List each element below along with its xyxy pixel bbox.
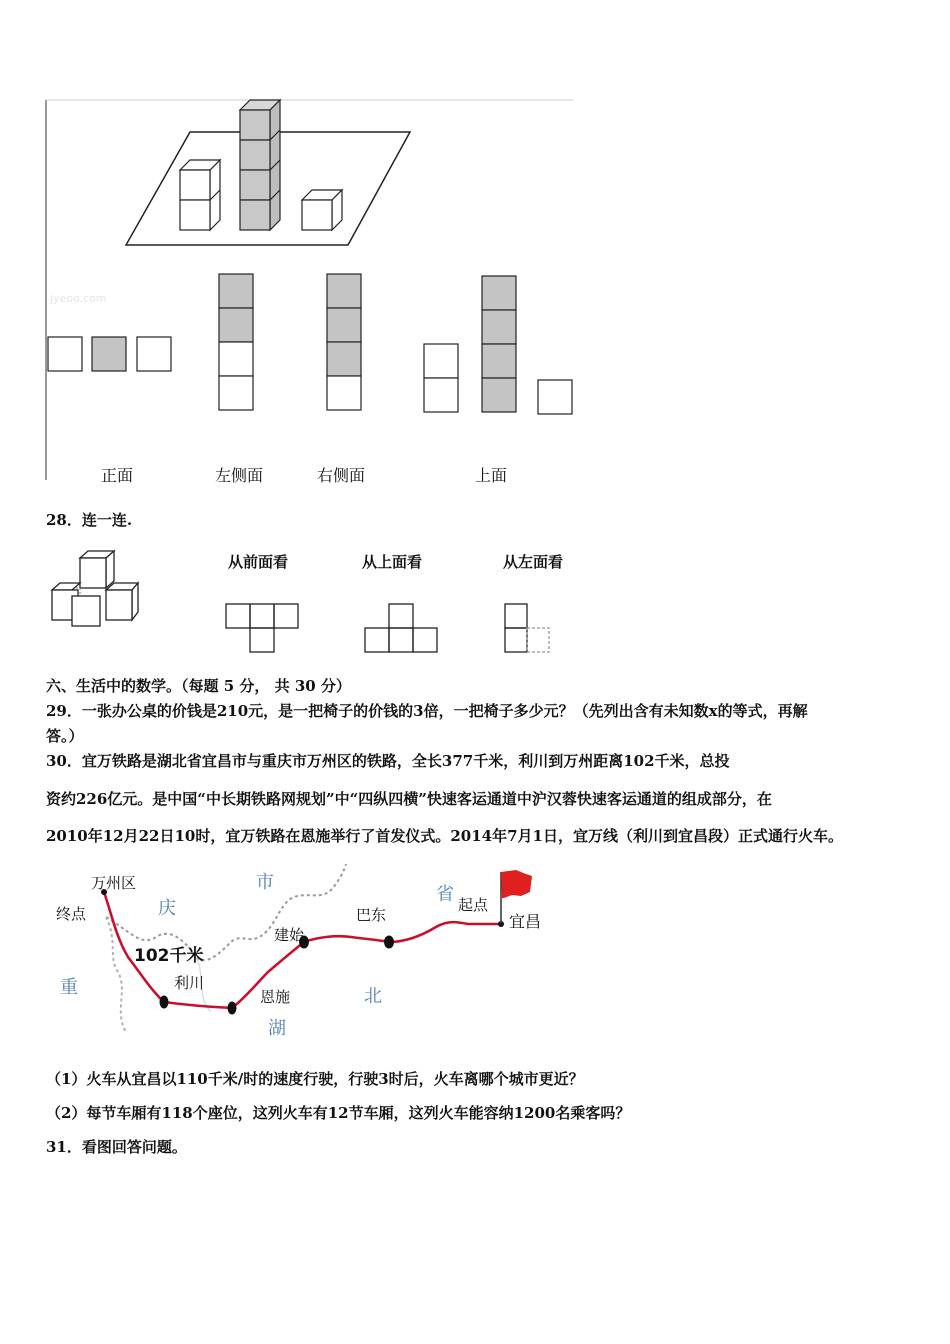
section6-title: 六、生活中的数学。（每题 5 分， 共 30 分）	[46, 677, 351, 695]
map-label-qing: 庆	[158, 898, 176, 919]
q28-label-front: 从前面看	[228, 553, 289, 571]
map-label-end: 终点	[56, 905, 87, 923]
map-label-start: 起点	[458, 896, 489, 914]
station-lichuan	[160, 996, 169, 1009]
map-label-jianshi: 建始	[274, 926, 305, 944]
q31-title: 31．看图回答问题。	[46, 1138, 187, 1156]
q28-title: 28．连一连.	[46, 511, 133, 529]
q30-line1: 30．宜万铁路是湖北省宜昌市与重庆市万州区的铁路，全长377千米，利川到万州距离102千米，总投	[46, 752, 730, 770]
q28-view-shapes	[220, 600, 560, 658]
label-right-side: 右侧面	[317, 466, 366, 485]
front-view	[48, 337, 171, 371]
q30-line3: 2010年12月22日10时，宜万铁路在恩施举行了首发仪式。2014年7月1日，宜万线（利川到宜昌段）正式通行火车。	[46, 827, 843, 845]
right-cube	[302, 190, 342, 230]
cube-views-figure	[0, 90, 600, 490]
railway-map	[46, 862, 556, 1052]
q28-label-left: 从左面看	[503, 553, 564, 571]
label-top: 上面	[475, 466, 508, 485]
q29-line2: 答。）	[46, 727, 84, 745]
top-view	[424, 276, 572, 414]
map-label-lichuan: 利川	[174, 974, 205, 992]
q29-line1: 29．一张办公桌的价钱是210元，是一把椅子的价钱的3倍，一把椅子多少元？（先列出含有未知数x的等式，再解	[46, 702, 808, 720]
station-enshi	[228, 1002, 237, 1015]
label-left-side: 左侧面	[215, 466, 264, 485]
map-label-badong: 巴东	[356, 906, 387, 924]
q28-cube-figure	[46, 548, 156, 632]
middle-cube-stack	[240, 100, 280, 230]
map-label-chong: 重	[60, 977, 78, 998]
map-label-distance: 102千米	[134, 946, 204, 966]
map-label-yichang: 宜昌	[509, 912, 542, 931]
label-front: 正面	[101, 466, 134, 485]
map-label-wanzhou: 万州区	[91, 874, 137, 892]
svg-text:jyeoo.com: jyeoo.com	[50, 292, 107, 305]
map-label-hu: 湖	[268, 1018, 286, 1039]
map-label-sheng: 省	[436, 884, 454, 905]
q30-line2: 资约226亿元。是中国“中长期铁路网规划”中“四纵四横”快速客运通道中沪汉蓉快速客运通道的组成部分，在	[46, 790, 772, 808]
flag-icon	[501, 870, 532, 898]
left-side-view	[219, 274, 253, 410]
map-label-bei: 北	[364, 986, 382, 1007]
map-label-shi: 市	[256, 872, 274, 893]
right-side-view	[327, 274, 361, 410]
q30-sub2: （2）每节车厢有118个座位，这列火车有12节车厢，这列火车能容纳1200名乘客吗？	[46, 1104, 631, 1122]
q30-sub1: （1）火车从宜昌以110千米/时的速度行驶，行驶3时后，火车离哪个城市更近？	[46, 1070, 584, 1088]
map-label-enshi: 恩施	[260, 988, 291, 1006]
left-cube-stack	[180, 160, 220, 230]
q28-label-top: 从上面看	[362, 553, 423, 571]
station-badong	[384, 936, 394, 949]
